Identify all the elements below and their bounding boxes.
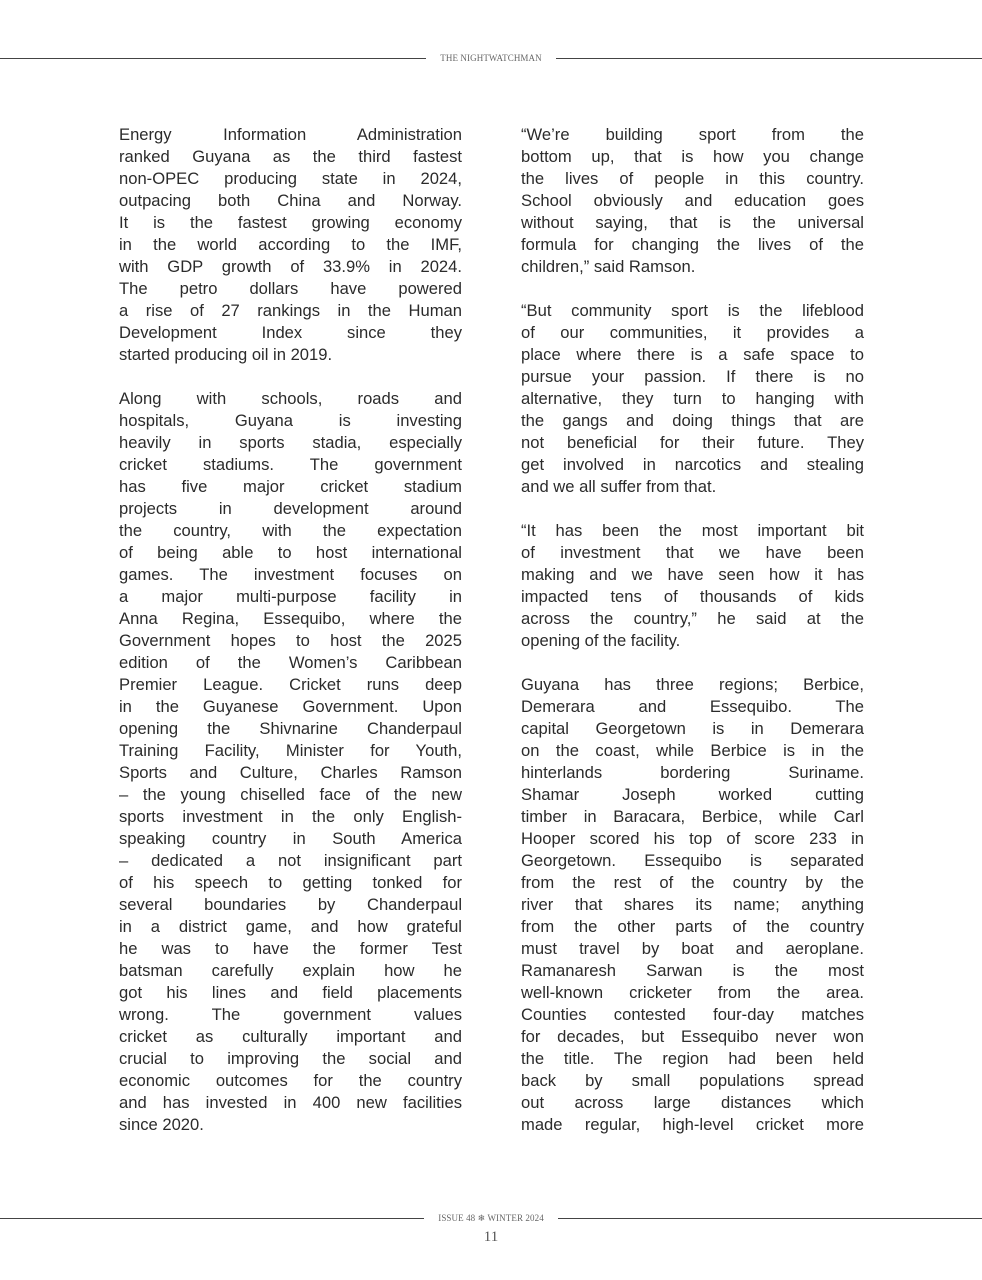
text-line: timber in Baracara, Berbice, while Carl (521, 807, 864, 826)
header-rule-left (0, 58, 426, 59)
text-line: non-OPEC producing state in 2024, (119, 169, 462, 188)
text-line: “It has been the most important bit (521, 521, 864, 540)
text-line: economic outcomes for the country (119, 1071, 462, 1090)
body-paragraph (521, 520, 864, 652)
text-line: hinterlands bordering Suriname. (521, 763, 864, 782)
text-line: must travel by boat and aeroplane. (521, 939, 864, 958)
text-line: Training Facility, Minister for Youth, (119, 741, 462, 760)
header-rule-right (556, 58, 982, 59)
text-line: School obviously and education goes (521, 191, 864, 210)
text-line: Ramanaresh Sarwan is the most (521, 961, 864, 980)
text-line: on the coast, while Berbice is in the (521, 741, 864, 760)
text-line: Along with schools, roads and (119, 389, 462, 408)
text-line: Premier League. Cricket runs deep (119, 675, 462, 694)
text-line: in the world according to the IMF, (119, 235, 462, 254)
text-line: the country, with the expectation (119, 521, 462, 540)
text-line: has five major cricket stadium (119, 477, 462, 496)
text-line: wrong. The government values (119, 1005, 462, 1024)
text-line: Demerara and Essequibo. The (521, 697, 864, 716)
text-line: Guyana has three regions; Berbice, (521, 675, 864, 694)
text-line: bottom up, that is how you change (521, 147, 864, 166)
page-number: 11 (483, 1229, 499, 1245)
text-line: Sports and Culture, Charles Ramson (119, 763, 462, 782)
text-line: impacted tens of thousands of kids (521, 587, 864, 606)
text-line: the gangs and doing things that are (521, 411, 864, 430)
text-column-right (521, 124, 864, 1158)
text-line: Shamar Joseph worked cutting (521, 785, 864, 804)
publication-title: THE NIGHTWATCHMAN (440, 53, 542, 63)
text-line: sports investment in the only English- (119, 807, 462, 826)
text-line: made regular, high-level cricket more (521, 1115, 864, 1134)
text-line: place where there is a safe space to (521, 345, 864, 364)
text-line: crucial to improving the social and (119, 1049, 462, 1068)
text-line: back by small populations spread (521, 1071, 864, 1090)
text-line: got his lines and field placements (119, 983, 462, 1002)
text-line: opening of the facility. (521, 631, 681, 650)
text-line: batsman carefully explain how he (119, 961, 462, 980)
text-line: started producing oil in 2019. (119, 345, 333, 364)
body-paragraph (521, 674, 864, 1136)
text-line: out across large distances which (521, 1093, 864, 1112)
text-line: in a district game, and how grateful (119, 917, 462, 936)
text-line: and we all suffer from that. (521, 477, 717, 496)
text-line: Hooper scored his top of score 233 in (521, 829, 864, 848)
text-line: of being able to host international (119, 543, 462, 562)
text-line: Development Index since they (119, 323, 462, 342)
body-paragraph (119, 124, 462, 366)
issue-label: ISSUE 48 ❄ WINTER 2024 (438, 1213, 544, 1223)
text-line: outpacing both China and Norway. (119, 191, 462, 210)
text-line: from the other parts of the country (521, 917, 864, 936)
text-line: Georgetown. Essequibo is separated (521, 851, 864, 870)
text-line: of investment that we have been (521, 543, 864, 562)
text-line: projects in development around (119, 499, 462, 518)
text-line: across the country,” he said at the (521, 609, 864, 628)
text-line: not beneficial for their future. They (521, 433, 864, 452)
text-line: games. The investment focuses on (119, 565, 462, 584)
text-line: a rise of 27 rankings in the Human (119, 301, 462, 320)
text-line: of his speech to getting tonked for (119, 873, 462, 892)
text-line: Energy Information Administration (119, 125, 462, 144)
text-line: several boundaries by Chanderpaul (119, 895, 462, 914)
text-line: Counties contested four-day matches (521, 1005, 864, 1024)
text-line: for decades, but Essequibo never won (521, 1027, 864, 1046)
body-paragraph (521, 124, 864, 278)
text-line: “We’re building sport from the (521, 125, 864, 144)
text-line: a major multi-purpose facility in (119, 587, 462, 606)
body-paragraph (119, 388, 462, 1136)
footer-rule-right (558, 1218, 982, 1219)
running-footer (0, 1213, 982, 1224)
text-line: pursue your passion. If there is no (521, 367, 864, 386)
text-line: without saying, that is the universal (521, 213, 864, 232)
text-line: edition of the Women’s Caribbean (119, 653, 462, 672)
running-header (0, 53, 982, 63)
text-line: making and we have seen how it has (521, 565, 864, 584)
text-line: the lives of people in this country. (521, 169, 864, 188)
text-line: – the young chiselled face of the new (119, 785, 462, 804)
text-line: from the rest of the country by the (521, 873, 864, 892)
text-line: in the Guyanese Government. Upon (119, 697, 462, 716)
body-paragraph (521, 300, 864, 498)
text-line: The petro dollars have powered (119, 279, 462, 298)
text-line: with GDP growth of 33.9% in 2024. (119, 257, 462, 276)
text-line: opening the Shivnarine Chanderpaul (119, 719, 462, 738)
text-line: Government hopes to host the 2025 (119, 631, 462, 650)
text-line: “But community sport is the lifeblood (521, 301, 864, 320)
text-line: It is the fastest growing economy (119, 213, 462, 232)
footer-rule-left (0, 1218, 424, 1219)
text-line: heavily in sports stadia, especially (119, 433, 462, 452)
text-line: cricket stadiums. The government (119, 455, 462, 474)
text-line: – dedicated a not insignificant part (119, 851, 462, 870)
text-line: ranked Guyana as the third fastest (119, 147, 462, 166)
text-line: the title. The region had been held (521, 1049, 864, 1068)
text-line: well-known cricketer from the area. (521, 983, 864, 1002)
text-line: get involved in narcotics and stealing (521, 455, 864, 474)
text-line: Anna Regina, Essequibo, where the (119, 609, 462, 628)
text-line: children,” said Ramson. (521, 257, 696, 276)
text-line: since 2020. (119, 1115, 204, 1134)
text-line: of our communities, it provides a (521, 323, 864, 342)
text-line: he was to have the former Test (119, 939, 462, 958)
text-line: and has invested in 400 new facilities (119, 1093, 462, 1112)
text-line: cricket as culturally important and (119, 1027, 462, 1046)
text-line: river that shares its name; anything (521, 895, 864, 914)
text-line: capital Georgetown is in Demerara (521, 719, 864, 738)
text-column-left (119, 124, 462, 1158)
text-line: speaking country in South America (119, 829, 462, 848)
text-line: hospitals, Guyana is investing (119, 411, 462, 430)
text-line: formula for changing the lives of the (521, 235, 864, 254)
text-line: alternative, they turn to hanging with (521, 389, 864, 408)
